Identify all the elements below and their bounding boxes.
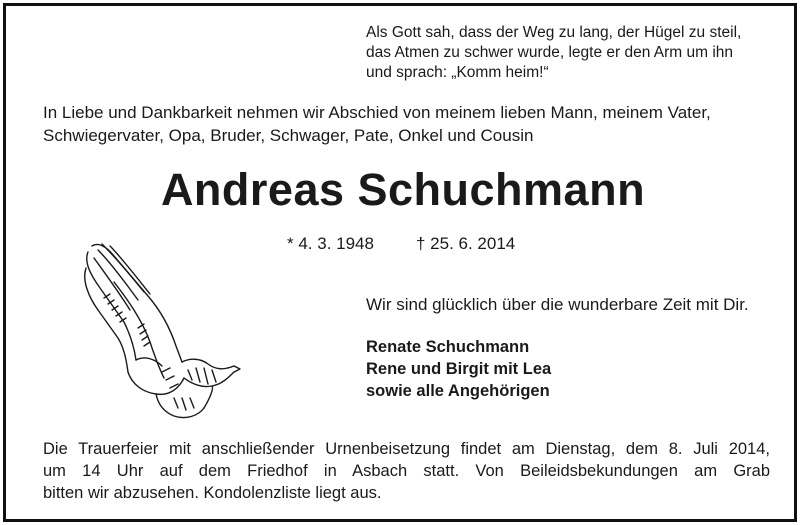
family-signature [366, 336, 551, 402]
birth-date: * 4. 3. 1948 [287, 234, 374, 253]
praying-hands-icon [78, 238, 243, 423]
notice-line: um 14 Uhr auf dem Friedhof in Asbach statt. Von Beileidsbekundungen am Grab [43, 462, 770, 480]
obituary-frame [3, 3, 797, 522]
intro-line: Schwiegervater, Opa, Bruder, Schwager, Pate, Onkel und Cousin [43, 126, 534, 145]
deceased-name: Andreas Schuchmann [160, 164, 646, 215]
intro-line: In Liebe und Dankbarkeit nehmen wir Abschied von meinem lieben Mann, meinem Vater, [43, 103, 711, 122]
notice-line: Die Trauerfeier mit anschließender Urnenbeisetzung findet am Dienstag, dem 8. Juli 2014, [43, 440, 770, 458]
farewell-quote: Wir sind glücklich über die wunderbare Zeit mit Dir. [366, 295, 749, 314]
death-date: † 25. 6. 2014 [416, 234, 516, 253]
poem-line: und sprach: „Komm heim!“ [366, 64, 549, 81]
notice-line: bitten wir abzusehen. Kondolenzliste liegt aus. [43, 484, 382, 502]
family-line: Rene und Birgit mit Lea [366, 360, 552, 378]
poem-line: das Atmen zu schwer wurde, legte er den Arm um ihn [366, 44, 734, 61]
poem-line: Als Gott sah, dass der Weg zu lang, der Hügel zu steil, [366, 24, 742, 41]
funeral-notice [43, 438, 770, 504]
intro-text [43, 101, 773, 147]
family-line: sowie alle Angehörigen [366, 382, 550, 400]
poem [366, 23, 786, 83]
family-line: Renate Schuchmann [366, 338, 530, 356]
